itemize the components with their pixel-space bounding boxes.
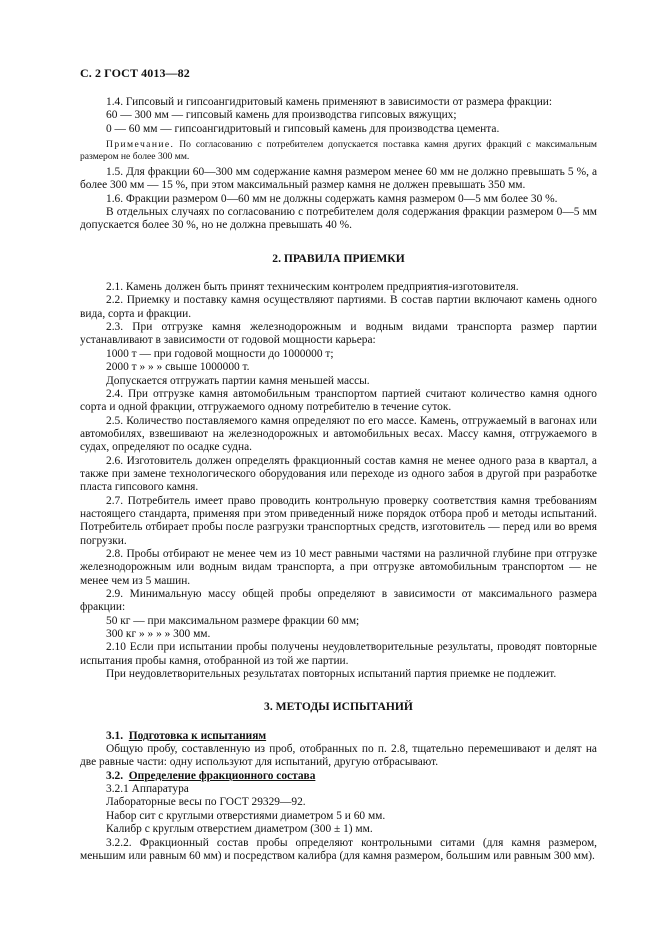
paragraph: 2.1. Камень должен быть принят техническим контролем предприятия-изготовителя. xyxy=(106,281,519,294)
paragraph: 2.7. Потребитель имеет право проводить контрольную проверку соответствия камня требованиям настоящего стандарта, применяя при этом приведенный ниже порядок отбора проб и методы испытаний. Потребитель отбирает пробы после разгрузки транспортных средств, изготовитель — перед или во время погрузки. xyxy=(80,494,597,547)
paragraph: 2.9. Минимальную массу общей пробы определяют в зависимости от максимального размера фракции: xyxy=(80,588,597,614)
list-line: 0 — 60 мм — гипсоангидритовый и гипсовый камень для производства цемента. xyxy=(106,122,500,135)
subsection-title: Определение фракционного состава xyxy=(128,769,316,782)
subsection-heading xyxy=(80,770,597,783)
paragraph: 2.8. Пробы отбирают не менее чем из 10 мест равными частями на различной глубине при отгрузке железнодорожным или водным видам транспорта, а при отгрузке автомобильным транспортом — не менее чем из 5 машин. xyxy=(80,547,597,587)
paragraph: Лабораторные весы по ГОСТ 29329—92. xyxy=(106,796,306,809)
paragraph: Набор сит с круглыми отверстиями диаметром 5 и 60 мм. xyxy=(106,809,386,822)
list-line: 1000 т — при годовой мощности до 1000000 т; xyxy=(106,347,334,360)
subsection-number: 3.2. xyxy=(106,769,124,782)
paragraph: Калибр с круглым отверстием диаметром (300 ± 1) мм. xyxy=(106,823,373,836)
paragraph: 2.2. Приемку и поставку камня осуществляют партиями. В состав партии включают камень одного вида, сорта и фракции. xyxy=(80,294,597,320)
subsection-title: Подготовка к испытаниям xyxy=(128,729,267,742)
paragraph: При неудовлетворительных результатах повторных испытаний партия приемке не подлежит. xyxy=(106,668,557,681)
paragraph: 2.4. При отгрузке камня автомобильным транспортом партией считают количество камня одного сорта и одной фракции, отгружаемого одному потребителю в течение суток. xyxy=(80,387,597,414)
paragraph: Допускается отгружать партии камня меньшей массы. xyxy=(106,374,370,387)
paragraph: 3.2.1 Аппаратура xyxy=(106,783,189,796)
section-heading: 3. МЕТОДЫ ИСПЫТАНИЙ xyxy=(264,700,413,714)
subsection-number: 3.1. xyxy=(106,729,124,742)
paragraph: 2.6. Изготовитель должен определять фракционный состав камня не менее одного раза в квартал, а также при замене технологического оборудования или переходе из одного забоя в другой при разработке пласта гипсового камня. xyxy=(80,454,597,494)
list-line: 60 — 300 мм — гипсовый камень для производства гипсовых вяжущих; xyxy=(106,109,457,122)
paragraph: 2.10 Если при испытании пробы получены неудовлетворительные результаты, проводят повторные испытания пробы камня, отобранной из той же партии. xyxy=(80,641,597,667)
paragraph: 2.5. Количество поставляемого камня определяют по его массе. Камень, отгружаемый в вагонах или автомобилях, взвешивают на железнодорожных и автомобильных весах. Массу камня, отгружаемого в судах, определяют по осадке судна. xyxy=(80,414,597,454)
subsection-heading xyxy=(80,730,597,743)
list-line: 50 кг — при максимальном размере фракции 60 мм; xyxy=(106,614,360,627)
paragraph: Общую пробу, составленную из проб, отобранных по п. 2.8, тщательно перемешивают и делят на две равные части: одну используют для испытаний, другую отбрасывают. xyxy=(80,743,597,769)
section-heading: 2. ПРАВИЛА ПРИЕМКИ xyxy=(272,251,405,265)
note-label: Примечание. xyxy=(106,139,175,151)
paragraph: 3.2.2. Фракционный состав пробы определяют контрольными ситами (для камня размером, меньшим или равным 60 мм) и посредством калибра (для камня размером, большим или равным 300 мм). xyxy=(80,836,597,862)
paragraph: 1.5. Для фракции 60—300 мм содержание камня размером менее 60 мм не должно превышать 5 %, а более 300 мм — 15 %, при этом максимальный размер камня не должен превышать 350 мм. xyxy=(80,166,597,192)
list-line: 2000 т » » » свыше 1000000 т. xyxy=(106,361,250,374)
paragraph: В отдельных случаях по согласованию с потребителем доля содержания фракции размером 0—5 мм допускается более 30 %, но не должна превышать 40 %. xyxy=(80,206,597,232)
list-line: 300 кг » » » » 300 мм. xyxy=(106,628,211,641)
note-text: По согласованию с потребителем допускается поставка камня других фракций с максимальным размером не более 300 мм. xyxy=(80,139,597,163)
paragraph: 1.6. Фракции размером 0—60 мм не должны содержать камня размером 0—5 мм более 30 %. xyxy=(106,192,558,205)
running-head: С. 2 ГОСТ 4013—82 xyxy=(80,66,190,80)
paragraph: 1.4. Гипсовый и гипсоангидритовый камень применяют в зависимости от размера фракции: xyxy=(106,96,553,108)
document-body xyxy=(80,96,597,863)
paragraph: 2.3. При отгрузке камня железнодорожным и водным видами транспорта размер партии устанавливают в зависимости от годовой мощности карьера: xyxy=(80,321,597,347)
note xyxy=(80,139,597,163)
